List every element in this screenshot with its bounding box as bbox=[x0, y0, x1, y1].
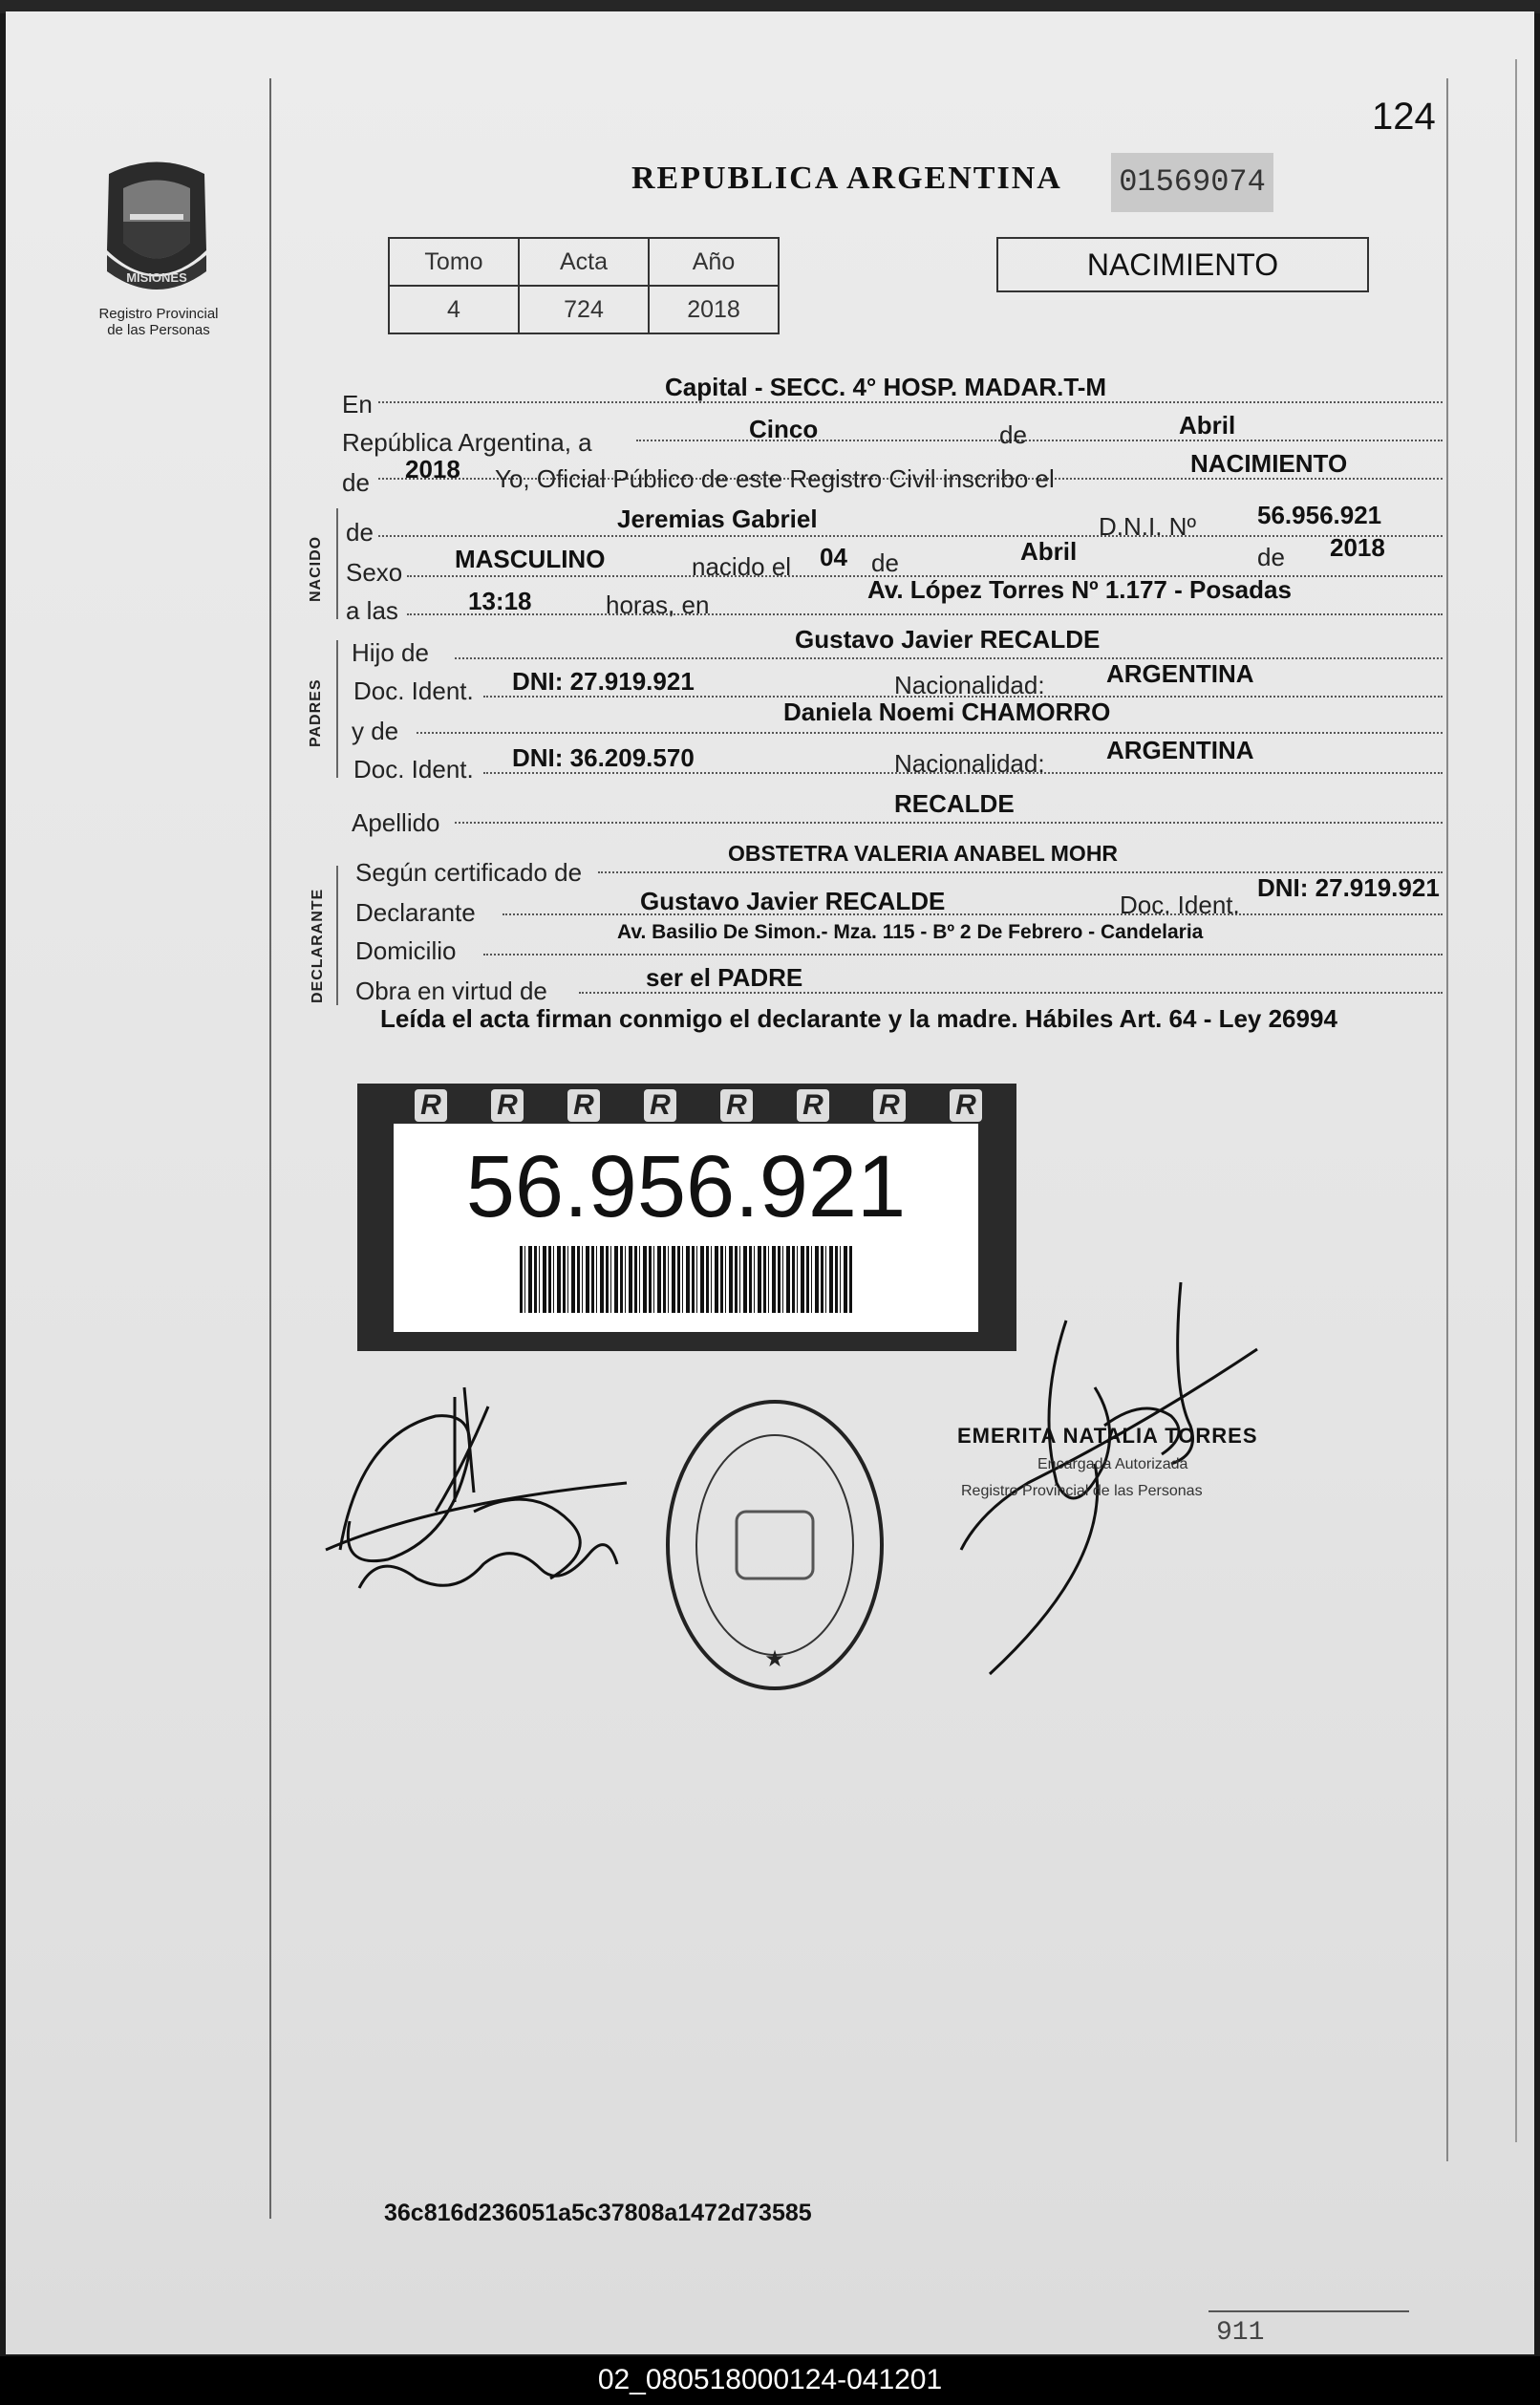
padres-bracket bbox=[336, 640, 338, 778]
mother-nat-label: Nacionalidad: bbox=[894, 749, 1045, 778]
born-dni: 56.956.921 bbox=[1257, 501, 1382, 529]
mother-name: Daniela Noemi CHAMORRO bbox=[783, 698, 1111, 726]
pattern-glyph: R bbox=[567, 1089, 600, 1122]
born-sexo: MASCULINO bbox=[455, 545, 606, 573]
registry-header-anio: Año bbox=[649, 238, 779, 286]
sexo-label: Sexo bbox=[346, 558, 403, 587]
margin-rule bbox=[269, 78, 271, 2219]
declarant-doc: DNI: 27.919.921 bbox=[1257, 873, 1440, 902]
nacido-section-label: NACIDO bbox=[308, 535, 324, 602]
act-type-box: NACIMIENTO bbox=[996, 237, 1369, 292]
declarant-signature bbox=[321, 1359, 636, 1607]
cert-value: OBSTETRA VALERIA ANABEL MOHR bbox=[728, 841, 1119, 866]
right-edge-rule bbox=[1446, 78, 1448, 2161]
dni-label: D.N.I. Nº bbox=[1099, 512, 1196, 541]
fragment-text: 911 bbox=[1216, 2318, 1265, 2348]
registry-header-tomo: Tomo bbox=[389, 238, 519, 286]
cert-label: Según certificado de bbox=[355, 858, 583, 887]
country-title: REPUBLICA ARGENTINA bbox=[631, 161, 1062, 196]
born-de-label: de bbox=[346, 518, 374, 547]
official-stamp bbox=[655, 1387, 894, 1703]
mother-doc: DNI: 36.209.570 bbox=[512, 743, 695, 772]
svg-text:★: ★ bbox=[764, 1645, 785, 1672]
declarant-address: Av. Basilio De Simon.- Mza. 115 - Bº 2 De Febrero - Candelaria bbox=[617, 921, 1204, 943]
born-place: Av. López Torres Nº 1.177 - Posadas bbox=[867, 575, 1292, 604]
alas-label: a las bbox=[346, 596, 398, 625]
file-caption-bar bbox=[0, 2356, 1540, 2405]
document-page bbox=[6, 11, 1534, 2354]
registry-tomo: 4 bbox=[389, 286, 519, 333]
dni-label-card bbox=[394, 1124, 978, 1332]
horas-label: horas, en bbox=[606, 591, 710, 619]
closing-statement: Leída el acta firman conmigo el declarante y la madre. Hábiles Art. 64 - Ley 26994 bbox=[380, 1004, 1337, 1033]
pattern-glyph: R bbox=[644, 1089, 676, 1122]
file-code: 02_080518000124-041201 bbox=[597, 2364, 943, 2395]
obra-value: ser el PADRE bbox=[646, 963, 803, 992]
en-label: En bbox=[342, 390, 373, 419]
official-signature bbox=[952, 1273, 1267, 1684]
month-value: Abril bbox=[1179, 411, 1236, 440]
registry-acta: 724 bbox=[519, 286, 649, 333]
hijo-label: Hijo de bbox=[352, 638, 429, 667]
declarante-section-label: DECLARANTE bbox=[310, 888, 326, 1003]
registry-header-acta: Acta bbox=[519, 238, 649, 286]
pattern-glyph: R bbox=[873, 1089, 906, 1122]
registry-anio: 2018 bbox=[649, 286, 779, 333]
mother-nat: ARGENTINA bbox=[1106, 736, 1254, 764]
born-de-label-3: de bbox=[1257, 543, 1285, 571]
born-time: 13:18 bbox=[468, 587, 532, 615]
pattern-glyph: R bbox=[950, 1089, 982, 1122]
surname-value: RECALDE bbox=[894, 789, 1015, 818]
declarante-label: Declarante bbox=[355, 898, 476, 927]
bottom-fragment bbox=[1208, 2310, 1409, 2356]
born-de-label-2: de bbox=[871, 548, 899, 577]
republic-label: República Argentina, a bbox=[342, 428, 592, 457]
official-text: Yo, Oficial Público de este Registro Civil inscribo el bbox=[495, 464, 1055, 493]
pattern-glyph: R bbox=[720, 1089, 753, 1122]
born-day: 04 bbox=[820, 543, 847, 571]
mother-doc-label: Doc. Ident. bbox=[353, 755, 474, 784]
dni-sticker bbox=[357, 1084, 1016, 1351]
day-value: Cinco bbox=[749, 415, 819, 443]
declarant-doc-label: Doc. Ident. bbox=[1120, 891, 1240, 919]
barcode bbox=[520, 1246, 854, 1313]
document-hash: 36c816d236051a5c37808a1472d73585 bbox=[384, 2200, 812, 2226]
page-number: 124 bbox=[1372, 96, 1436, 138]
padres-section-label: PADRES bbox=[308, 678, 324, 747]
father-nat-label: Nacionalidad: bbox=[894, 671, 1045, 699]
pattern-glyph: R bbox=[797, 1089, 829, 1122]
declarant-name: Gustavo Javier RECALDE bbox=[640, 887, 946, 915]
father-doc: DNI: 27.919.921 bbox=[512, 667, 695, 696]
father-nat: ARGENTINA bbox=[1106, 659, 1254, 688]
right-edge-rule-outer bbox=[1515, 59, 1517, 2142]
born-month: Abril bbox=[1020, 537, 1078, 566]
father-doc-label: Doc. Ident. bbox=[353, 676, 474, 705]
pattern-glyph: R bbox=[415, 1089, 447, 1122]
registry-table bbox=[388, 237, 780, 334]
official-name: EMERITA NATALIA TORRES bbox=[957, 1424, 1258, 1448]
declarante-bracket bbox=[336, 866, 338, 1005]
de-label: de bbox=[999, 420, 1027, 449]
born-name: Jeremias Gabriel bbox=[617, 505, 818, 533]
born-year: 2018 bbox=[1330, 533, 1385, 562]
serial-number: 01569074 bbox=[1111, 153, 1273, 212]
surname-label: Apellido bbox=[352, 808, 440, 837]
registry-caption: Registro Provincial de las Personas bbox=[98, 306, 219, 338]
coat-of-arms-icon bbox=[90, 155, 224, 303]
official-office: Registro Provincial de las Personas bbox=[961, 1483, 1203, 1499]
nacido-label: nacido el bbox=[692, 552, 792, 581]
dni-number: 56.956.921 bbox=[465, 1138, 907, 1235]
yde-label: y de bbox=[352, 717, 399, 745]
domicilio-label: Domicilio bbox=[355, 936, 457, 965]
place-value: Capital - SECC. 4° HOSP. MADAR.T-M bbox=[665, 373, 1107, 401]
svg-text:MISIONES: MISIONES bbox=[126, 270, 187, 285]
obra-label: Obra en virtud de bbox=[355, 977, 547, 1005]
year-value: 2018 bbox=[405, 455, 460, 483]
act-value: NACIMIENTO bbox=[1190, 449, 1348, 478]
pattern-glyph: R bbox=[491, 1089, 524, 1122]
year-de-label: de bbox=[342, 468, 370, 497]
official-title: Encargada Autorizada bbox=[1037, 1456, 1188, 1472]
nacido-bracket bbox=[336, 508, 338, 619]
father-name: Gustavo Javier RECALDE bbox=[795, 625, 1101, 654]
